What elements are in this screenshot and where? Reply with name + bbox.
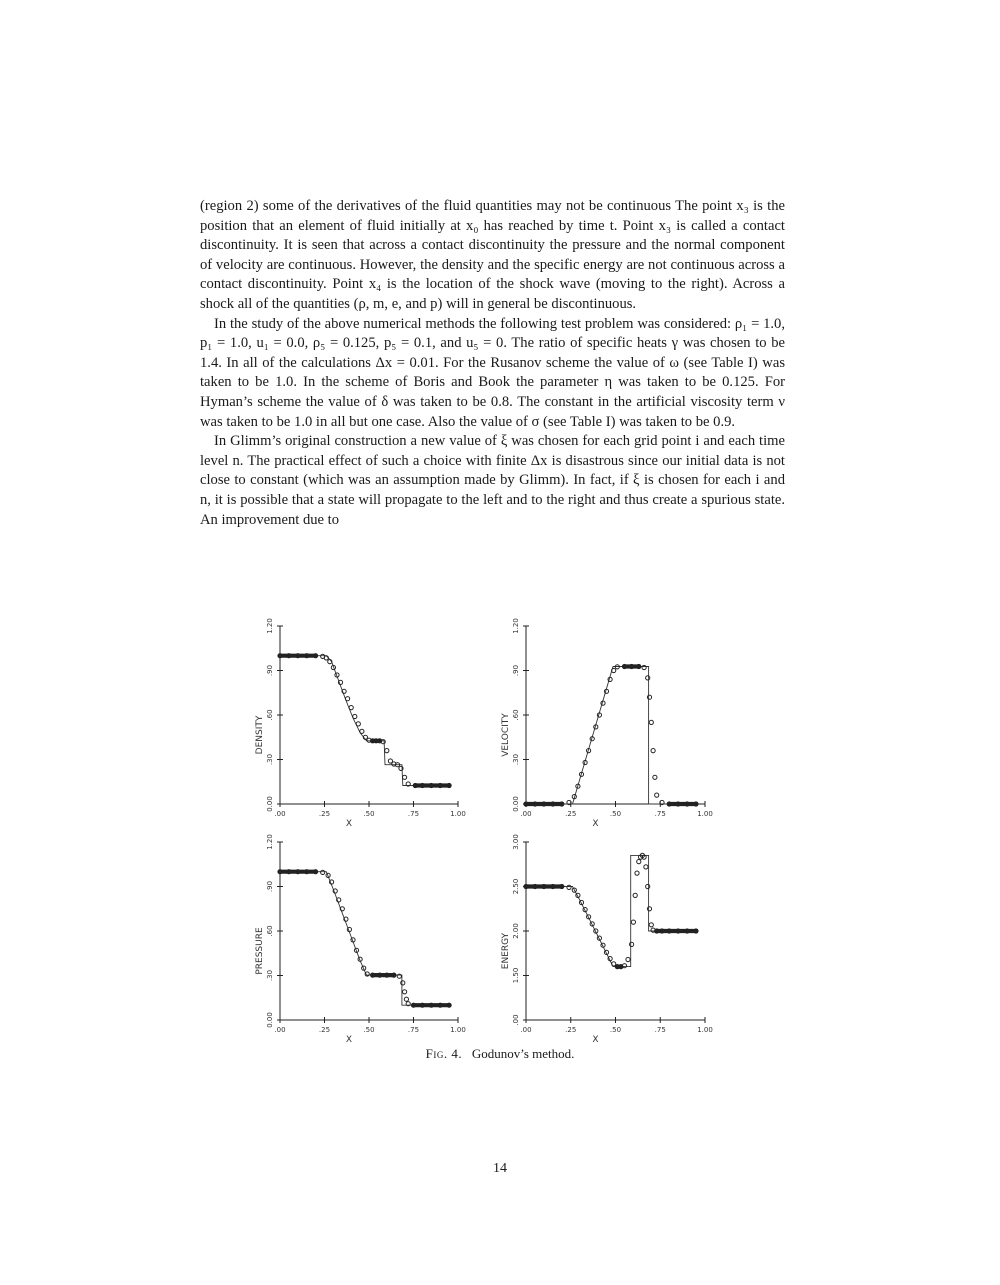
data-point — [401, 981, 405, 985]
caption-text: Godunov’s method. — [471, 1046, 575, 1061]
data-point — [406, 1002, 410, 1006]
data-point — [305, 654, 309, 658]
data-point — [644, 865, 648, 869]
data-point — [429, 783, 433, 787]
x-tick-label: .00 — [520, 1026, 532, 1034]
data-point — [349, 706, 353, 710]
data-point — [413, 783, 417, 787]
y-tick-label: 2.50 — [512, 878, 520, 895]
x-axis-label: X — [592, 1035, 599, 1045]
data-point — [631, 920, 635, 924]
data-point — [635, 871, 639, 875]
data-point — [601, 943, 605, 947]
y-axis-label: VELOCITY — [501, 713, 511, 757]
data-point — [351, 938, 355, 942]
data-point — [344, 917, 348, 921]
y-tick-label: 0.00 — [512, 796, 520, 812]
data-point — [551, 802, 555, 806]
data-point — [576, 784, 580, 788]
x-tick-label: .75 — [654, 810, 666, 818]
y-tick-label: 1.20 — [266, 618, 274, 634]
x-tick-label: .25 — [565, 810, 577, 818]
x-tick-label: .75 — [654, 1026, 666, 1034]
data-point — [630, 664, 634, 668]
x-tick-label: 1.00 — [450, 810, 466, 818]
x-tick-label: 1.00 — [697, 1026, 713, 1034]
data-point — [438, 1003, 442, 1007]
y-tick-label: .60 — [512, 709, 520, 721]
data-point — [406, 782, 410, 786]
data-point — [604, 689, 608, 693]
exact-solution-line — [280, 656, 449, 786]
data-point — [676, 802, 680, 806]
data-point — [560, 802, 564, 806]
data-point — [660, 800, 664, 804]
x-tick-label: .50 — [609, 810, 622, 818]
data-point — [335, 673, 339, 677]
data-point — [395, 763, 399, 767]
data-point — [278, 654, 282, 658]
data-point — [653, 775, 657, 779]
data-point — [667, 802, 671, 806]
data-point — [381, 740, 385, 744]
data-point — [572, 795, 576, 799]
data-point — [347, 927, 351, 931]
data-point — [626, 957, 630, 961]
y-tick-label: .30 — [266, 969, 274, 982]
data-point — [576, 893, 580, 897]
x-tick-label: .50 — [363, 1026, 375, 1034]
data-point — [397, 974, 401, 978]
data-point — [374, 739, 378, 743]
data-point — [524, 884, 528, 888]
data-point — [346, 697, 350, 701]
y-tick-label: 1.20 — [266, 834, 274, 850]
y-tick-label: .60 — [266, 709, 274, 721]
y-tick-label: .90 — [266, 664, 274, 677]
data-point — [338, 680, 342, 684]
data-point — [388, 759, 392, 763]
data-point — [411, 1003, 415, 1007]
data-point — [371, 973, 375, 977]
x-tick-label: .25 — [318, 810, 331, 818]
data-point — [533, 884, 537, 888]
data-point — [646, 676, 650, 680]
data-point — [337, 898, 341, 902]
data-point — [542, 802, 546, 806]
y-tick-label: .60 — [266, 925, 274, 937]
data-point — [551, 884, 555, 888]
y-tick-label: .00 — [512, 1014, 520, 1026]
data-point — [363, 735, 367, 739]
data-point — [637, 860, 641, 864]
y-axis-label: ENERGY — [501, 932, 511, 970]
data-point — [597, 713, 601, 717]
data-point — [647, 695, 651, 699]
y-tick-label: 1.50 — [512, 967, 520, 984]
data-point — [331, 665, 335, 669]
y-tick-label: .30 — [512, 753, 520, 766]
x-tick-label: .00 — [274, 1026, 286, 1034]
y-tick-label: 2.00 — [512, 923, 520, 939]
data-point — [608, 957, 612, 961]
data-point — [667, 929, 671, 933]
data-point — [655, 929, 659, 933]
data-point — [637, 664, 641, 668]
data-point — [649, 923, 653, 927]
data-point — [403, 775, 407, 779]
data-point — [356, 722, 360, 726]
x-tick-label: .00 — [520, 810, 532, 818]
x-tick-label: .75 — [407, 810, 420, 818]
data-point — [447, 783, 451, 787]
data-point — [594, 725, 598, 729]
data-point — [305, 870, 309, 874]
data-point — [685, 929, 689, 933]
data-point — [590, 922, 594, 926]
data-point — [354, 948, 358, 952]
data-point — [676, 929, 680, 933]
data-point — [660, 929, 664, 933]
data-point — [622, 664, 626, 668]
data-point — [590, 737, 594, 741]
data-point — [612, 962, 616, 966]
x-tick-label: .25 — [565, 1026, 577, 1034]
data-point — [378, 739, 382, 743]
paragraph-1: (region 2) some of the derivatives of the fluid quantities may not be continuous The point x₃ is the position that an element of fluid initially at x₀ has reached by time t. Point x₃ is called a contact discontinuity. It is seen that across a contact discontinuity the pressure and the normal component of velocity are continuous. However, the density and the specific energy are not continuous across a contact discontinuity. Point x₄ is the location of the shock wave (moving to the right). Across a shock all of the quantities (ρ, m, e, and p) will in general be discontinuous. — [200, 198, 785, 312]
data-point — [392, 973, 396, 977]
data-point — [583, 760, 587, 764]
data-point — [651, 749, 655, 753]
data-point — [278, 870, 282, 874]
data-point — [447, 1003, 451, 1007]
data-point — [330, 880, 334, 884]
data-point — [328, 660, 332, 664]
data-point — [403, 990, 407, 994]
figure-caption — [0, 1046, 1000, 1062]
data-point — [429, 1003, 433, 1007]
x-tick-label: 1.00 — [450, 1026, 466, 1034]
exact-solution-line — [526, 855, 696, 966]
data-point — [321, 654, 325, 658]
data-point — [594, 929, 598, 933]
x-axis-label: X — [345, 1035, 353, 1045]
data-point — [579, 772, 583, 776]
data-point — [694, 802, 698, 806]
data-point — [314, 654, 318, 658]
data-point — [647, 907, 651, 911]
data-point — [604, 950, 608, 954]
data-point — [572, 888, 576, 892]
x-tick-label: 1.00 — [697, 810, 713, 818]
data-point — [615, 965, 619, 969]
data-point — [342, 689, 346, 693]
exact-solution-line — [280, 872, 449, 1006]
exact-solution-line — [526, 667, 696, 805]
data-point — [360, 729, 364, 733]
data-point — [287, 870, 291, 874]
data-point — [583, 908, 587, 912]
data-point — [587, 915, 591, 919]
data-point — [420, 783, 424, 787]
x-axis-label: X — [592, 819, 599, 829]
data-point — [630, 942, 634, 946]
data-point — [296, 654, 300, 658]
data-point — [560, 884, 564, 888]
data-point — [685, 802, 689, 806]
data-point — [597, 936, 601, 940]
data-point — [296, 870, 300, 874]
page-number: 14 — [493, 1161, 507, 1176]
data-point — [615, 665, 619, 669]
y-tick-label: .90 — [512, 664, 520, 677]
data-point — [567, 885, 571, 889]
data-point — [314, 870, 318, 874]
data-point — [639, 855, 643, 859]
data-point — [404, 997, 408, 1001]
data-point — [392, 762, 396, 766]
data-point — [326, 873, 330, 877]
data-point — [619, 965, 623, 969]
data-point — [324, 656, 328, 660]
y-tick-label: 0.00 — [266, 796, 274, 812]
y-axis-label: PRESSURE — [255, 927, 265, 975]
data-point — [601, 701, 605, 705]
data-point — [640, 853, 644, 857]
data-point — [587, 749, 591, 753]
data-point — [399, 766, 403, 770]
data-point — [340, 907, 344, 911]
data-point — [378, 973, 382, 977]
data-point — [655, 793, 659, 797]
x-tick-label: .75 — [407, 1026, 420, 1034]
data-point — [287, 654, 291, 658]
body-text — [200, 197, 785, 530]
data-point — [642, 665, 646, 669]
data-point — [646, 884, 650, 888]
data-point — [385, 749, 389, 753]
caption-label: Fig. 4. — [425, 1046, 463, 1061]
x-tick-label: .50 — [609, 1026, 622, 1034]
data-point — [367, 738, 371, 742]
y-tick-label: 3.00 — [512, 834, 520, 850]
data-point — [622, 964, 626, 968]
y-tick-label: .90 — [266, 880, 274, 893]
data-point — [567, 800, 571, 804]
data-point — [353, 714, 357, 718]
data-point — [524, 802, 528, 806]
y-axis-label: DENSITY — [255, 715, 265, 755]
data-point — [608, 677, 612, 681]
x-tick-label: .25 — [318, 1026, 331, 1034]
data-point — [642, 855, 646, 859]
paragraph-2: In the study of the above numerical methods the following test problem was considered: ρ₁ = 1.0, p₁ = 1.0, u₁ = 0.0, ρ₅ = 0.125, p₅ = 0.1, and u₅ = 0. The ratio of specific heats γ was chosen to be 1.4. In all of the calculations Δx = 0.01. For the Rusanov scheme the value of ω (see Table I) was taken to be 1.0. In the scheme of Boris and Book the parameter η was taken to be 0.125. For Hyman’s scheme the value of δ was taken to be 0.8. The constant in the artificial viscosity term ν was taken to be 1.0 in all but one case. Also the value of σ (see Table I) was taken to be 0.9. — [200, 315, 785, 430]
data-point — [649, 720, 653, 724]
data-point — [385, 973, 389, 977]
data-point — [333, 889, 337, 893]
x-axis-label: X — [345, 819, 353, 829]
data-point — [321, 870, 325, 874]
x-tick-label: .00 — [274, 810, 286, 818]
y-tick-label: 1.20 — [512, 618, 520, 634]
data-point — [362, 966, 366, 970]
data-point — [358, 957, 362, 961]
data-point — [542, 884, 546, 888]
data-point — [579, 900, 583, 904]
data-point — [371, 739, 375, 743]
data-point — [438, 783, 442, 787]
paragraph-3: In Glimm’s original construction a new value of ξ was chosen for each grid point i and each time level n. The practical effect of such a choice with finite Δx is disastrous since our initial data is not close to constant (which was an assumption made by Glimm). In fact, if ξ is chosen for each i and n, it is possible that a state will propagate to the left and to the right and thus create a spurious state. An improvement due to — [200, 433, 785, 528]
data-point — [633, 893, 637, 897]
y-tick-label: 0.00 — [266, 1012, 274, 1028]
data-point — [612, 668, 616, 672]
data-point — [365, 972, 369, 976]
data-point — [694, 929, 698, 933]
y-tick-label: .30 — [266, 753, 274, 766]
data-point — [651, 928, 655, 932]
data-point — [420, 1003, 424, 1007]
x-tick-label: .50 — [363, 810, 375, 818]
data-point — [533, 802, 537, 806]
